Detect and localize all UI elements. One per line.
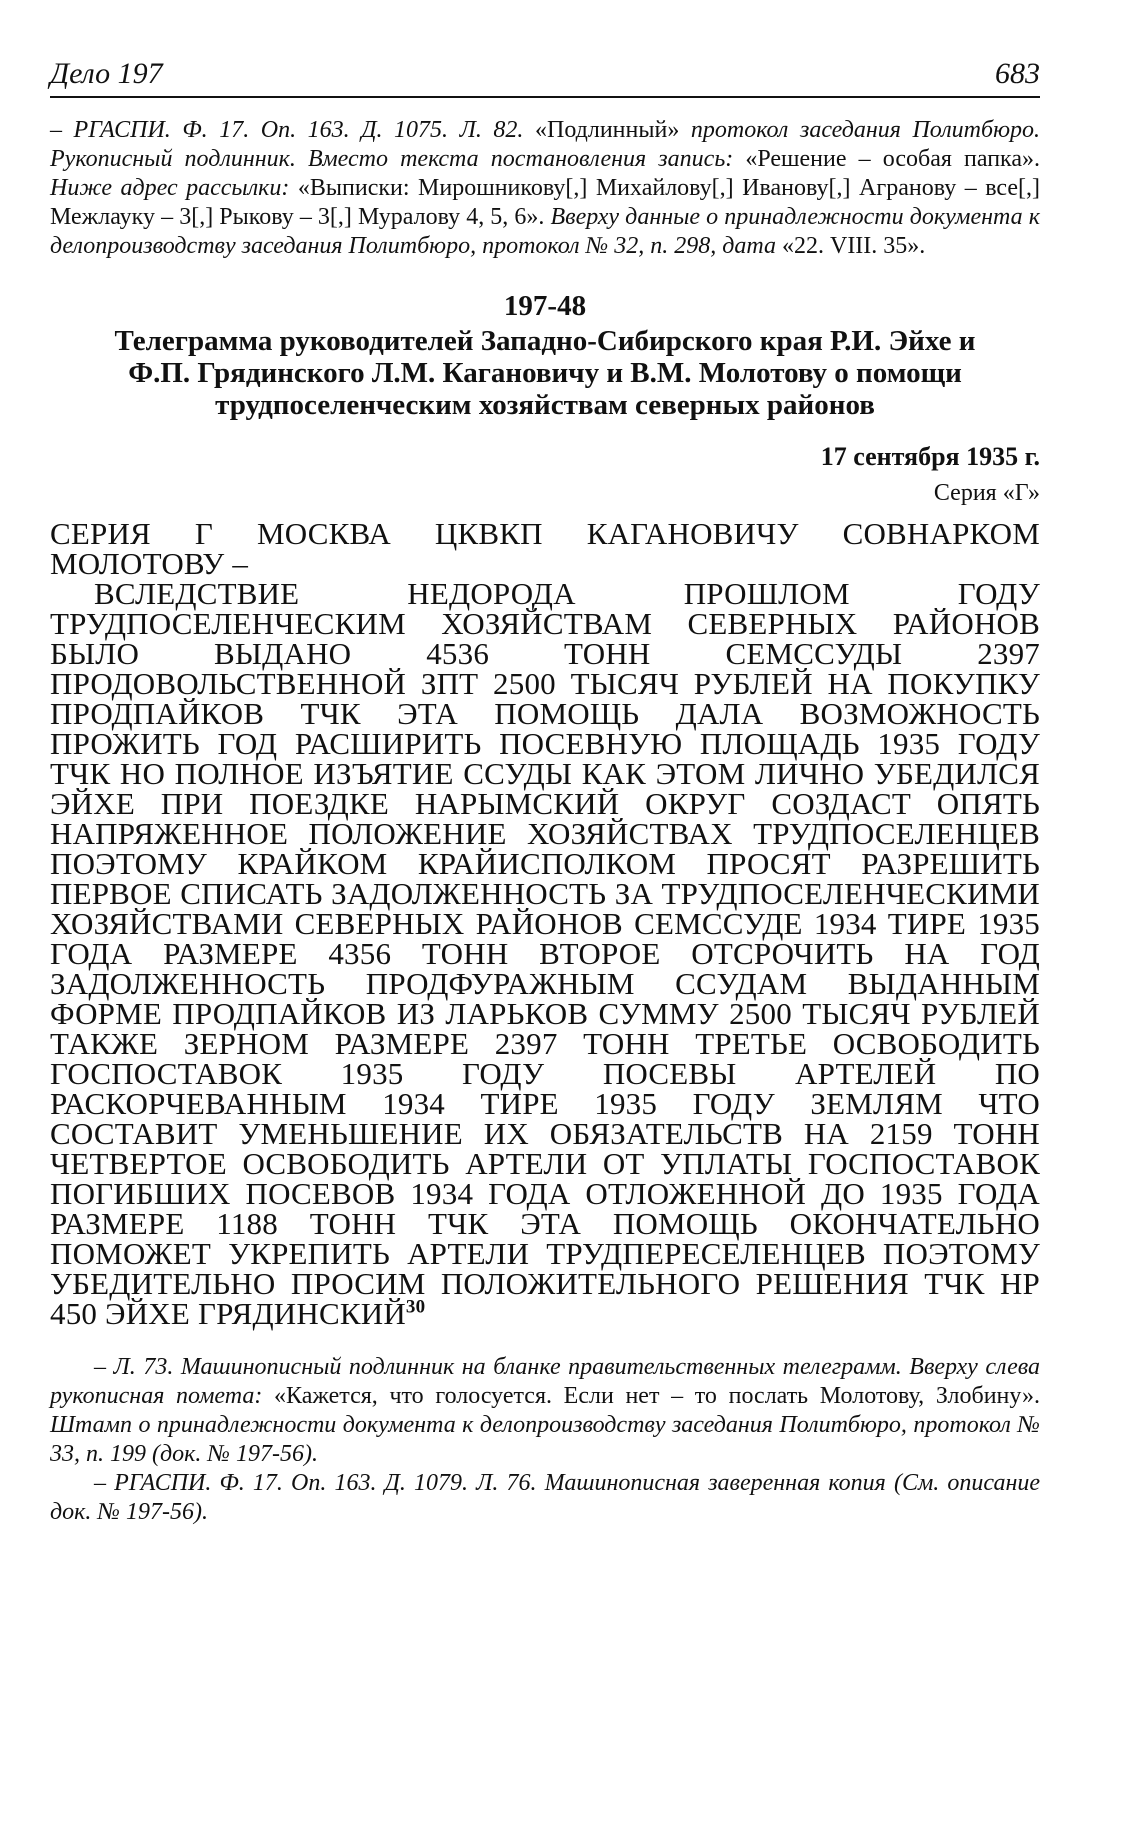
note-quote: «Решение – особая папка». [745, 146, 1041, 172]
telegram-body-paragraph [50, 576, 1040, 1331]
footnote-reference: 30 [405, 1296, 426, 1318]
telegram-address: СЕРИЯ Г МОСКВА ЦКВКП КАГАНОВИЧУ СОВНАРКОМ МОЛОТОВУ – [50, 516, 1040, 581]
document-date: 17 сентября 1935 г. [820, 442, 1040, 471]
note-description: Ниже адрес рассылки: [50, 175, 298, 201]
note-description: Вверху данные о принадлежности документа к делопроизводству заседания Политбюро, протокол № 32, п. 298, дата [50, 204, 1040, 259]
book-page [50, 56, 1040, 1527]
document-number: 197-48 [503, 290, 587, 322]
page-number: 683 [995, 57, 1040, 90]
document-source-notes [50, 1353, 1040, 1527]
note-quote: «Подлинный» [535, 117, 680, 143]
document-title: Телеграмма руководителей Западно-Сибирского края Р.И. Эйхе и Ф.П. Грядинского Л.М. Кагановичу и В.М. Молотову о помощи трудпоселенческим хозяйствам северных районов [114, 325, 976, 421]
source-description: – Л. 73. Машинописный подлинник на бланке правительственных телеграмм. Вверху слева рукописная помета: [50, 1354, 1040, 1409]
source-stamp-description: Штамп о принадлежности документа к делопроизводству заседания Политбюро, протокол № 33, п. 199 (док. № 197-56). [50, 1412, 1040, 1467]
source-note-original [50, 1353, 1040, 1469]
telegram-text [50, 516, 1040, 1331]
running-header-title: Дело 197 [50, 57, 163, 90]
note-citation: – РГАСПИ. Ф. 17. Оп. 163. Д. 1075. Л. 82. [50, 117, 535, 143]
document-series: Серия «Г» [933, 480, 1040, 506]
handwritten-mark-quote: «Кажется, что голосуется. Если нет – то послать Молотову, Злобину». [274, 1383, 1041, 1409]
previous-document-source-note [50, 116, 1040, 261]
note-mailing-list: «Выписки: Мирошникову[,] Михайлову[,] Иванову[,] Агранову – все[,] Межлауку – 3[,] Рыкову – 3[,] Муралову 4, 5, 6». [50, 175, 1040, 230]
telegram-body: ВСЛЕДСТВИЕ НЕДОРОДА ПРОШЛОМ ГОДУ ТРУДПОСЕЛЕНЧЕСКИМ ХОЗЯЙСТВАМ СЕВЕРНЫХ РАЙОНОВ БЫЛО ВЫДАНО 4536 ТОНН СЕМССУДЫ 2397 ПРОДОВОЛЬСТВЕННОЙ ЗПТ 2500 ТЫСЯЧ РУБЛЕЙ НА ПОКУПКУ ПРОДПАЙКОВ ТЧК ЭТА ПОМОЩЬ ДАЛА ВОЗМОЖНОСТЬ ПРОЖИТЬ ГОД РАСШИРИТЬ ПОСЕВНУЮ ПЛОЩАДЬ 1935 ГОДУ ТЧК НО ПОЛНОЕ ИЗЪЯТИЕ ССУДЫ КАК ЭТОМ ЛИЧНО УБЕДИЛСЯ ЭЙХЕ ПРИ ПОЕЗДКЕ НАРЫМСКИЙ ОКРУГ СОЗДАСТ ОПЯТЬ НАПРЯЖЕННОЕ ПОЛОЖЕНИЕ ХОЗЯЙСТВАХ ТРУДПОСЕЛЕНЦЕВ ПОЭТОМУ КРАЙКОМ КРАЙИСПОЛКОМ ПРОСЯТ РАЗРЕШИТЬ ПЕРВОЕ СПИСАТЬ ЗАДОЛЖЕННОСТЬ ЗА ТРУДПОСЕЛЕНЧЕСКИМИ ХОЗЯЙСТВАМИ СЕВЕРНЫХ РАЙОНОВ СЕМССУДЕ 1934 ТИРЕ 1935 ГОДА РАЗМЕРЕ 4356 ТОНН ВТОРОЕ ОТСРОЧИТЬ НА ГОД ЗАДОЛЖЕННОСТЬ ПРОДФУРАЖНЫМ ССУДАМ ВЫДАННЫМ ФОРМЕ ПРОДПАЙКОВ ИЗ ЛАРЬКОВ СУММУ 2500 ТЫСЯЧ РУБЛЕЙ ТАКЖЕ ЗЕРНОМ РАЗМЕРЕ 2397 ТОНН ТРЕТЬЕ ОСВОБОДИТЬ ГОСПОСТАВОК 1935 ГОДУ ПОСЕВЫ АРТЕЛЕЙ ПО РАСКОРЧЕВАННЫМ 1934 ТИРЕ 1935 ГОДУ ЗЕМЛЯМ ЧТО СОСТАВИТ УМЕНЬШЕНИЕ ИХ ОБЯЗАТЕЛЬСТВ НА 2159 ТОНН ЧЕТВЕРТОЕ ОСВОБОДИТЬ АРТЕЛИ ОТ УПЛАТЫ ГОСПОСТАВОК ПОГИБШИХ ПОСЕВОВ 1934 ГОДА ОТЛОЖЕННОЙ ДО 1935 ГОДА РАЗМЕРЕ 1188 ТОНН ТЧК ЭТА ПОМОЩЬ ОКОНЧАТЕЛЬНО ПОМОЖЕТ УКРЕПИТЬ АРТЕЛИ ТРУДПЕРЕСЕЛЕНЦЕВ ПОЭТОМУ УБЕДИТЕЛЬНО ПРОСИМ ПОЛОЖИТЕЛЬНОГО РЕШЕНИЯ ТЧК НР 450 ЭЙХЕ ГРЯДИНСКИЙ [50, 576, 1040, 1331]
note-description: протокол заседания Политбюро. Рукописный подлинник. Вместо текста постановления запись: [50, 117, 1040, 172]
note-date: «22. VIII. 35». [781, 233, 926, 259]
running-header [50, 56, 1040, 98]
source-note-copy: – РГАСПИ. Ф. 17. Оп. 163. Д. 1079. Л. 76. Машинописная заверенная копия (См. описание док. № 197-56). [50, 1470, 1040, 1525]
